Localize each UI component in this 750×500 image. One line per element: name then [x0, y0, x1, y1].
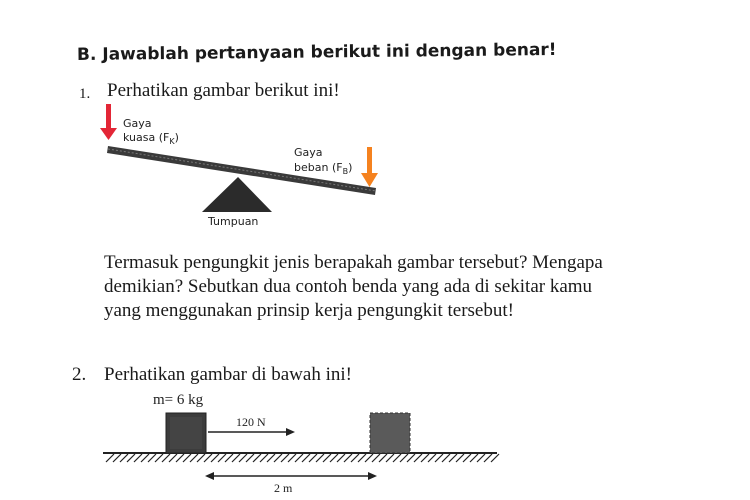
hatch-line	[176, 454, 184, 462]
hatch-line	[288, 454, 296, 462]
load-label-line1: Gaya	[294, 146, 323, 159]
question-1-line-1: Termasuk pengungkit jenis berapakah gambar tersebut? Mengapa	[104, 252, 603, 273]
question-2-prompt: Perhatikan gambar di bawah ini!	[104, 364, 352, 385]
question-2-number: 2.	[72, 364, 87, 385]
section-title: B. Jawablah pertanyaan berikut ini dengan benar!	[76, 39, 557, 65]
hatch-line	[456, 454, 464, 462]
block-end	[370, 413, 410, 453]
effort-label-line1: Gaya	[123, 117, 152, 130]
question-1-number: 1.	[79, 86, 91, 102]
hatch-line	[477, 454, 485, 462]
hatch-line	[302, 454, 310, 462]
hatch-line	[190, 454, 198, 462]
hatch-line	[295, 454, 303, 462]
hatch-line	[253, 454, 261, 462]
hatch-line	[365, 454, 373, 462]
hatch-line	[379, 454, 387, 462]
hatch-line	[246, 454, 254, 462]
hatch-line	[183, 454, 191, 462]
hatch-line	[386, 454, 394, 462]
load-arrow	[361, 147, 378, 187]
force-label: 120 N	[236, 415, 266, 429]
hatch-line	[148, 454, 156, 462]
hatch-line	[267, 454, 275, 462]
hatch-line	[344, 454, 352, 462]
hatch-line	[491, 454, 499, 462]
fulcrum-triangle	[202, 177, 272, 212]
hatch-line	[351, 454, 359, 462]
hatch-line	[204, 454, 212, 462]
hatch-line	[358, 454, 366, 462]
distance-arrow	[205, 472, 377, 480]
hatch-line	[169, 454, 177, 462]
mass-label: m= 6 kg	[153, 392, 204, 408]
hatch-line	[113, 454, 121, 462]
effort-arrow	[100, 104, 117, 140]
hatch-line	[330, 454, 338, 462]
question-1-prompt: Perhatikan gambar berikut ini!	[107, 80, 340, 101]
hatch-line	[393, 454, 401, 462]
hatch-line	[120, 454, 128, 462]
hatch-line	[197, 454, 205, 462]
hatch-line	[309, 454, 317, 462]
hatch-line	[484, 454, 492, 462]
hatch-line	[232, 454, 240, 462]
hatch-line	[435, 454, 443, 462]
question-1-line-3: yang menggunakan prinsip kerja pengungkit tersebut!	[104, 300, 514, 321]
hatch-line	[428, 454, 436, 462]
hatch-line	[442, 454, 450, 462]
hatch-line	[316, 454, 324, 462]
load-label: beban $(F_B)$	[294, 161, 353, 177]
question-1-line-2: demikian? Sebutkan dua contoh benda yang ada di sekitar kamu	[104, 276, 593, 297]
hatch-line	[421, 454, 429, 462]
hatch-line	[239, 454, 247, 462]
hatch-line	[323, 454, 331, 462]
hatch-line	[260, 454, 268, 462]
ground-hatching	[106, 454, 499, 462]
hatch-line	[162, 454, 170, 462]
hatch-line	[134, 454, 142, 462]
distance-label: 2 m	[274, 481, 293, 495]
hatch-line	[225, 454, 233, 462]
hatch-line	[407, 454, 415, 462]
hatch-line	[449, 454, 457, 462]
fulcrum-label: Tumpuan	[208, 215, 259, 228]
hatch-line	[470, 454, 478, 462]
hatch-line	[400, 454, 408, 462]
hatch-line	[141, 454, 149, 462]
hatch-line	[281, 454, 289, 462]
hatch-line	[463, 454, 471, 462]
hatch-line	[155, 454, 163, 462]
hatch-line	[106, 454, 114, 462]
effort-label: kuasa $(F_K)$	[123, 131, 179, 147]
hatch-line	[218, 454, 226, 462]
hatch-line	[337, 454, 345, 462]
hatch-line	[274, 454, 282, 462]
hatch-line	[414, 454, 422, 462]
hatch-line	[211, 454, 219, 462]
hatch-line	[372, 454, 380, 462]
hatch-line	[127, 454, 135, 462]
